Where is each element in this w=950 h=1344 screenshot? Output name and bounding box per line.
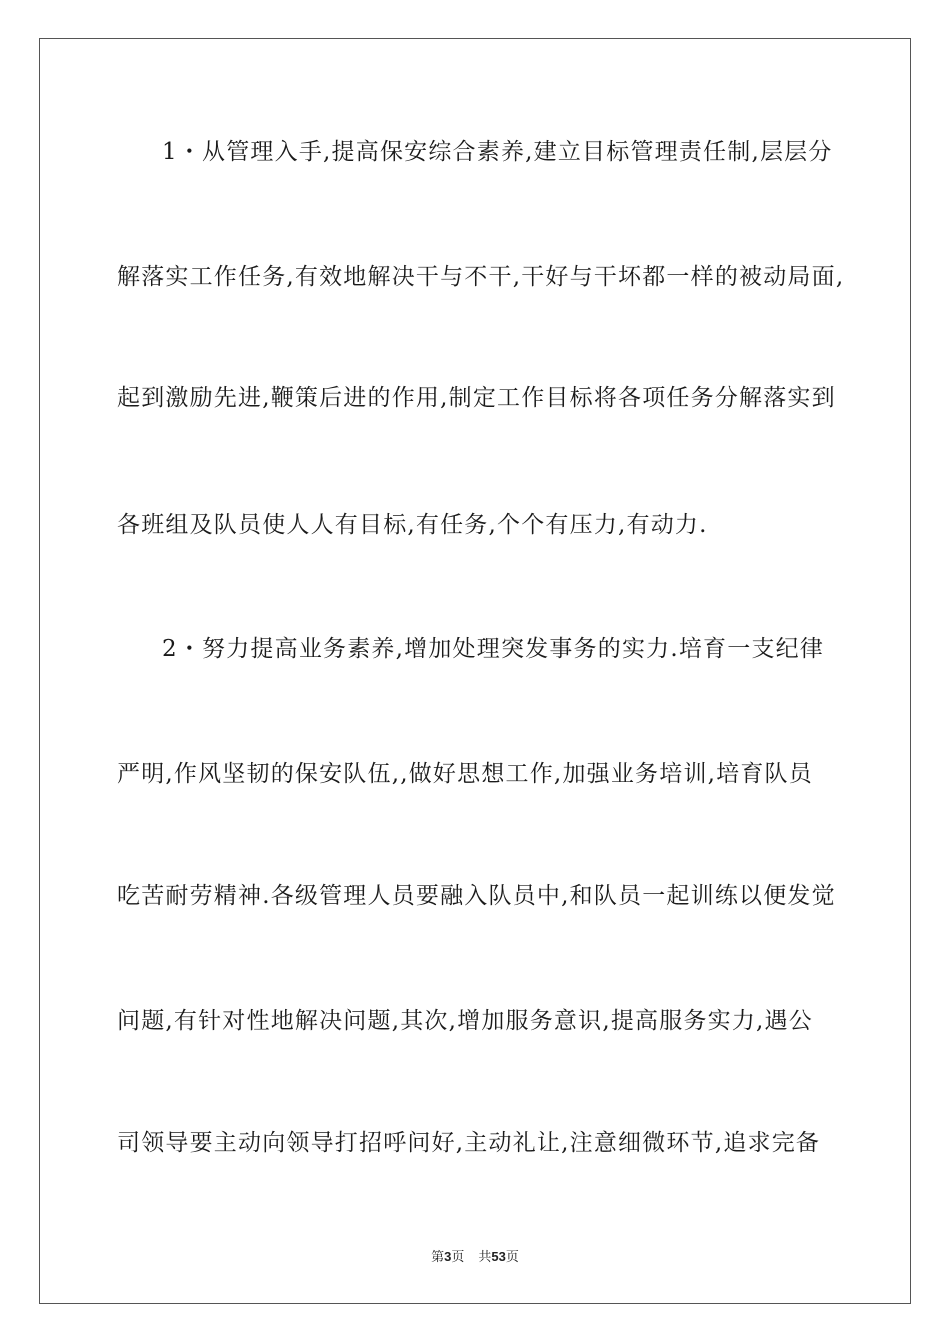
footer-page-number: 3 (444, 1249, 452, 1264)
paragraph-1-line-3: 起到激励先进,鞭策后进的作用,制定工作目标将各项任务分解落实到 (117, 385, 836, 411)
footer-page-suffix: 页 (451, 1250, 465, 1265)
footer-page-prefix: 第 (431, 1250, 445, 1265)
page-border (39, 38, 911, 1304)
paragraph-2-line-1: 2・努力提高业务素养,增加处理突发事务的实力.培育一支纪律 (162, 636, 825, 662)
paragraph-2-line-2: 严明,作风坚韧的保安队伍,,做好思想工作,加强业务培训,培育队员 (117, 761, 813, 787)
paragraph-2-line-5: 司领导要主动向领导打招呼问好,主动礼让,注意细微环节,追求完备 (117, 1130, 821, 1156)
paragraph-1-line-1: 1・从管理入手,提高保安综合素养,建立目标管理责任制,层层分 (162, 139, 833, 165)
paragraph-2-line-3: 吃苦耐劳精神.各级管理人员要融入队员中,和队员一起训练以便发觉 (117, 883, 836, 909)
footer-total-prefix: 共 (478, 1250, 492, 1265)
paragraph-1-line-4: 各班组及队员使人人有目标,有任务,个个有压力,有动力. (117, 512, 708, 538)
paragraph-1-line-2: 解落实工作任务,有效地解决干与不干,干好与干坏都一样的被动局面, (117, 264, 845, 290)
footer-total-suffix: 页 (505, 1250, 519, 1265)
page-footer (0, 1248, 950, 1267)
paragraph-2-line-4: 问题,有针对性地解决问题,其次,增加服务意识,提高服务实力,遇公 (117, 1008, 813, 1034)
footer-total-pages: 53 (491, 1249, 506, 1264)
